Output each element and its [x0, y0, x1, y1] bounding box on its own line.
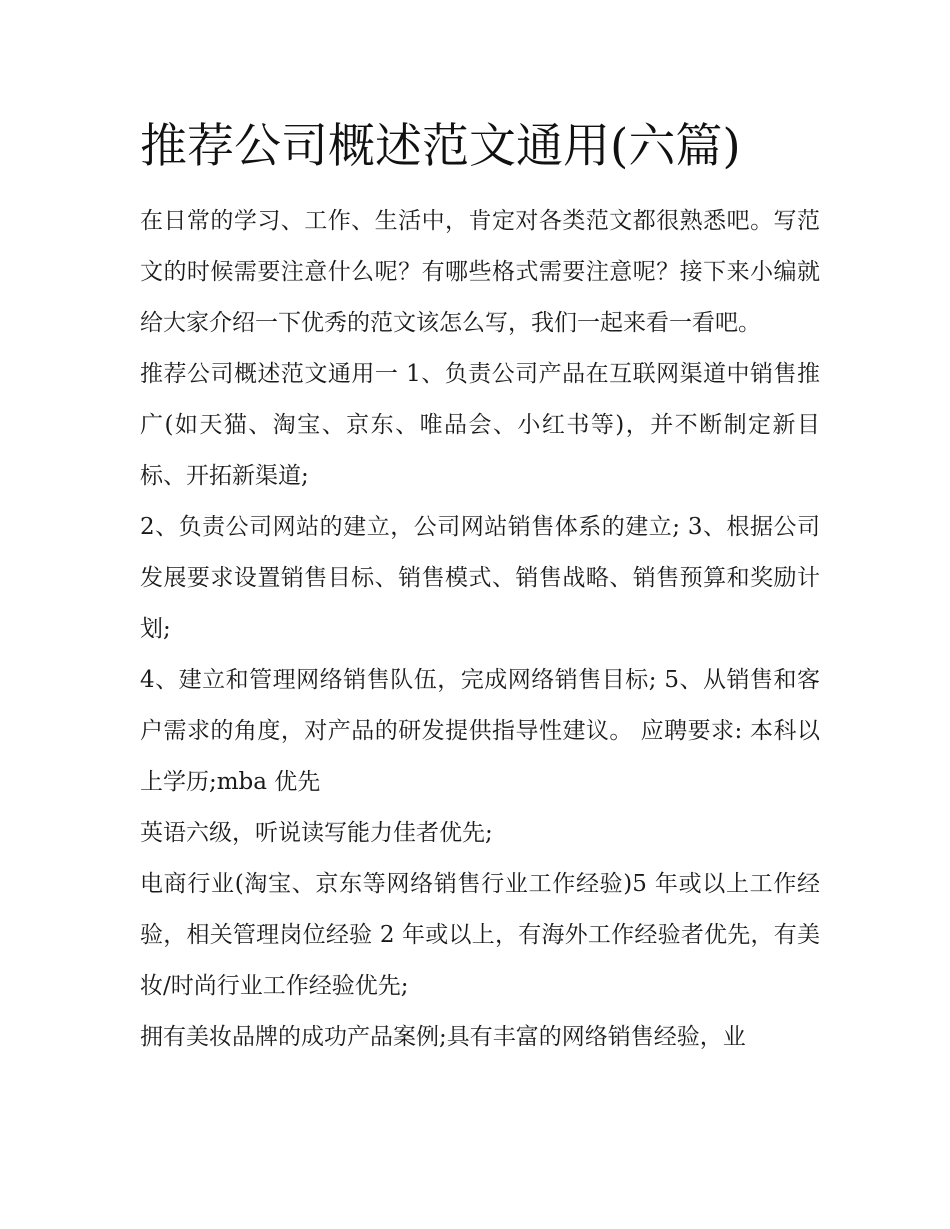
paragraph-duty-1: 推荐公司概述范文通用一 1、负责公司产品在互联网渠道中销售推广(如天猫、淘宝、京东、唯品会、小红书等)，并不断制定新目标、开拓新渠道;	[140, 361, 820, 489]
paragraph-requirement-english: 英语六级，听说读写能力佳者优先;	[140, 820, 493, 846]
page-title: 推荐公司概述范文通用(六篇)	[140, 119, 741, 174]
paragraph-duty-4-5: 4、建立和管理网络销售队伍，完成网络销售目标; 5、从销售和客户需求的角度，对产品的研发提供指导性建议。 应聘要求: 本科以上学历;mba 优先	[140, 667, 820, 795]
paragraph-duty-2-3: 2、负责公司网站的建立，公司网站销售体系的建立; 3、根据公司发展要求设置销售目标、销售模式、销售战略、销售预算和奖励计划;	[140, 514, 820, 642]
paragraph-requirement-cases: 拥有美妆品牌的成功产品案例;具有丰富的网络销售经验，业	[140, 1024, 746, 1050]
paragraph-intro: 在日常的学习、工作、生活中，肯定对各类范文都很熟悉吧。写范文的时候需要注意什么呢？有哪些格式需要注意呢？接下来小编就给大家介绍一下优秀的范文该怎么写，我们一起来看一看吧。	[140, 208, 820, 336]
paragraph-requirement-experience: 电商行业(淘宝、京东等网络销售行业工作经验)5 年或以上工作经验，相关管理岗位经验 2 年或以上，有海外工作经验者优先，有美妆/时尚行业工作经验优先;	[140, 871, 820, 999]
document-body	[140, 196, 820, 1063]
